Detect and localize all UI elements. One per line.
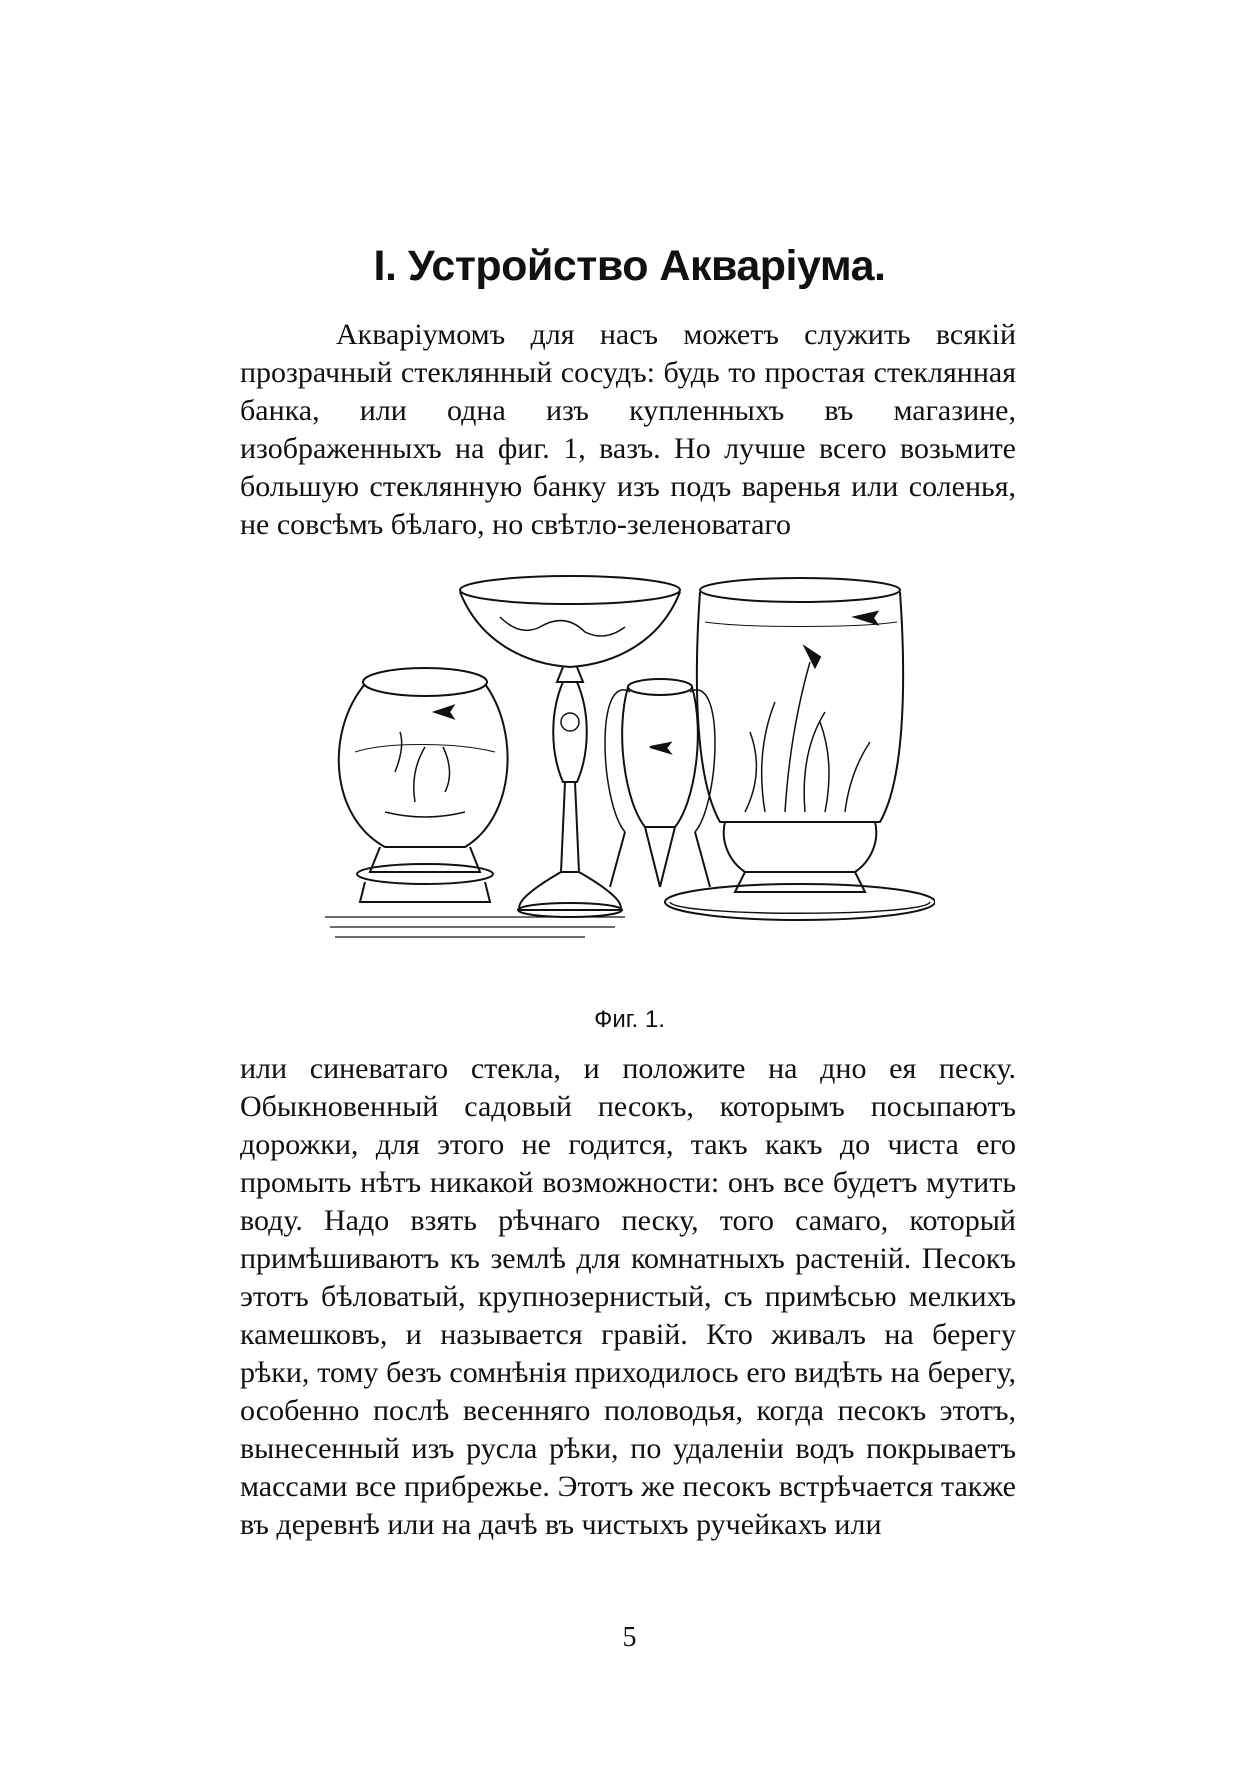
round-bowl-icon <box>339 668 508 902</box>
chapter-heading: I. Устройство Акваріума. <box>373 242 886 290</box>
figure-caption: Фиг. 1. <box>594 1006 665 1033</box>
stemmed-dish-icon <box>460 576 680 917</box>
paragraph-intro: Акваріумомъ для насъ можетъ служить всякій прозрачный стеклянный сосудъ: будь то простая стеклянная банка, или одна изъ купленныхъ въ магазине, изображенныхъ на фиг. 1, вазъ. Но лучше всего возьмите большую стеклянную банку изъ подъ варенья или соленья, не совсѣмъ бѣлаго, но свѣтло-зеленоватаго <box>240 318 1016 541</box>
aquarium-vessels-engraving-icon <box>325 572 935 952</box>
page-number: 5 <box>622 1622 637 1653</box>
paragraph-continued: или синеватаго стекла, и положите на дно ея песку. Обыкновенный садовый песокъ, которымъ посыпаютъ дорожки, для этого не годится, такъ какъ до чиста его промыть нѣтъ никакой возможности: онъ все будетъ мутить воду. Надо взять рѣчнаго песку, того самаго, который примѣшиваютъ къ землѣ для комнатныхъ растеній. Песокъ этотъ бѣловатый, крупнозернистый, съ примѣсью мелкихъ камешковъ, и называется гравій. Кто живалъ на берегу рѣки, тому безъ сомнѣнія приходилось его видѣть на берегу, особенно послѣ весенняго половодья, когда песокъ этотъ, вынесенный изъ русла рѣки, по удаленіи водъ покрываетъ массами все прибрежье. Этотъ же песокъ встрѣчается также въ деревнѣ или на дачѣ въ чистыхъ ручейкахъ или <box>240 1052 1016 1541</box>
